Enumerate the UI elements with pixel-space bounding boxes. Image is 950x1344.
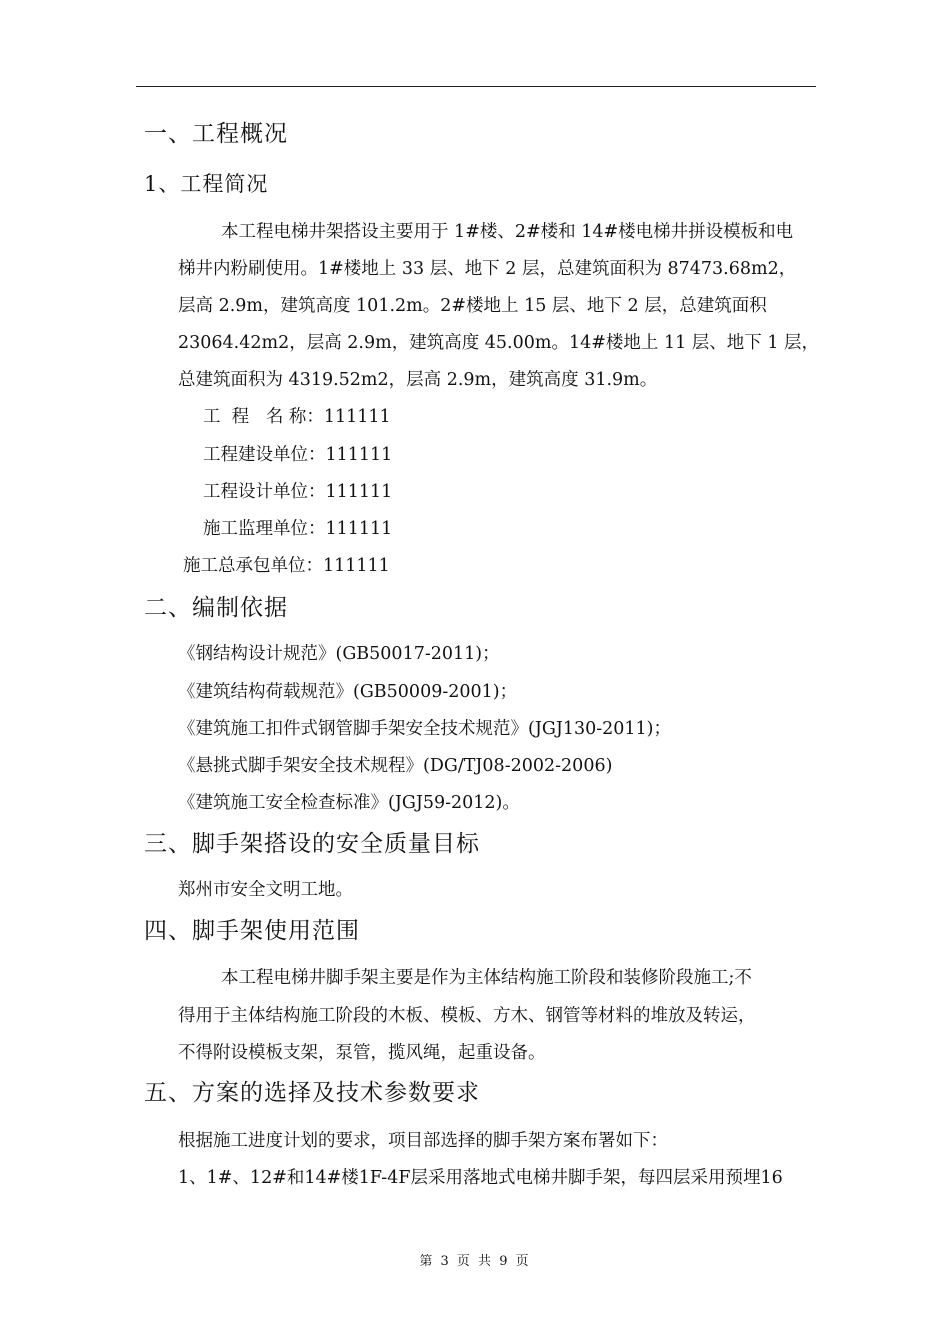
design-unit-row: 工程设计单位：111111 [203, 482, 393, 502]
page-number: 第 3 页 共 9 页 [419, 1254, 531, 1269]
section-5-heading: 五、方案的选择及技术参数要求 [144, 1080, 480, 1106]
reference-item: 《悬挑式脚手架安全技术规程》(DG/TJ08-2002-2006) [178, 756, 613, 776]
section-3-heading: 三、脚手架搭设的安全质量目标 [144, 831, 480, 857]
supervision-unit-row: 施工监理单位：111111 [203, 519, 393, 539]
section-4-paragraph-line: 本工程电梯井脚手架主要是作为主体结构施工阶段和装修阶段施工;不 [221, 968, 752, 988]
section-5-line: 根据施工进度计划的要求，项目部选择的脚手架方案布署如下： [178, 1131, 668, 1151]
section-2-heading: 二、编制依据 [144, 595, 288, 621]
reference-item: 《建筑施工安全检查标准》(JGJ59-2012)。 [178, 793, 520, 813]
section-1-paragraph-line: 梯井内粉刷使用。1#楼地上 33 层、地下 2 层，总建筑面积为 87473.68m2， [178, 259, 797, 279]
reference-item: 《钢结构设计规范》(GB50017-2011)； [178, 644, 500, 664]
construction-unit-row: 工程建设单位：111111 [203, 445, 393, 465]
section-5-line: 1、1#、12#和14#楼1F-4F层采用落地式电梯井脚手架，每四层采用预埋16 [178, 1168, 783, 1188]
section-1-paragraph-line: 层高 2.9m，建筑高度 101.2m。2#楼地上 15 层、地下 2 层，总建筑面积 [178, 296, 767, 316]
section-4-heading: 四、脚手架使用范围 [144, 918, 360, 944]
reference-item: 《建筑结构荷载规范》(GB50009-2001)； [178, 682, 518, 702]
section-1-heading: 一、工程概况 [144, 121, 288, 147]
section-1-paragraph-line: 本工程电梯井架搭设主要用于 1#楼、2#楼和 14#楼电梯井拼设模板和电 [221, 222, 794, 242]
project-name-row: 工 程 名 称：111111 [203, 407, 391, 427]
reference-item: 《建筑施工扣件式钢管脚手架安全技术规范》(JGJ130-2011)； [178, 719, 672, 739]
general-contractor-row: 施工总承包单位：111111 [183, 556, 390, 576]
section-1-paragraph-line: 23064.42m2，层高 2.9m，建筑高度 45.00m。14#楼地上 11 层、地下 1 层， [178, 333, 820, 353]
section-4-paragraph-line: 得用于主体结构施工阶段的木板、模板、方木、钢管等材料的堆放及转运， [178, 1006, 756, 1026]
section-1-paragraph-line: 总建筑面积为 4319.52m2，层高 2.9m，建筑高度 31.9m。 [178, 370, 658, 390]
section-3-text: 郑州市安全文明工地。 [178, 880, 353, 900]
section-4-paragraph-line: 不得附设模板支架，泵管，揽风绳，起重设备。 [178, 1043, 546, 1063]
section-1-subheading: 1、工程简况 [144, 172, 269, 196]
header-rule [136, 86, 816, 87]
